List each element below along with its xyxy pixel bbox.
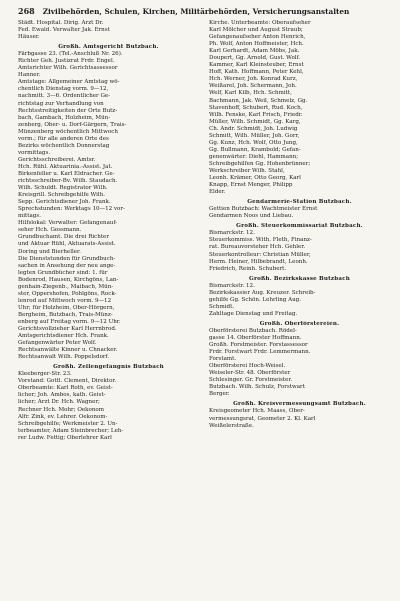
text-line: Amtsrichter Wilh. Gerichtsassessor xyxy=(18,65,118,72)
text-line: Steuerkontrolleur: Christian Müller, xyxy=(209,251,311,258)
text-line: vormittags. xyxy=(18,149,51,156)
text-line: vermessungsrat, Geometer 2. Kl. Karl xyxy=(209,415,316,422)
text-line: gasse 14. Oberförster Hoffmann. xyxy=(209,335,302,342)
text-line: Schmitt, Wilh. Müller, Joh. Gorr, xyxy=(209,132,300,139)
text-line: Amtstage: Allgemeiner Amtstag wö- xyxy=(18,79,120,86)
text-line: Gerichtsvollzieher Karl Herrnbrod. xyxy=(18,326,117,333)
text-line: Berger. xyxy=(209,391,230,398)
text-line: Gettien Butzbach: Wachtmeister Ernst xyxy=(209,206,318,213)
text-line: Kreisgeometer Hch. Maass, Ober- xyxy=(209,408,305,415)
text-line: Bodenrod, Hausen, Kirchgöns, Lan- xyxy=(18,276,119,283)
text-line: Weißarel, Joh. Schermann, Joh. xyxy=(209,83,297,90)
text-line: Kirche. Unterbeamte: Oberaufseher xyxy=(209,20,311,26)
text-line: licher; Arzt Dr. Hch. Wagner; xyxy=(18,399,100,406)
text-line: Oberförsterei Hoch-Weisel. xyxy=(209,363,286,370)
text-line: Butzbach. Wilh. Schulz, Forstwart xyxy=(209,384,305,391)
text-line: Hilfslokal: Verwalter: Gefangenauf- xyxy=(18,220,118,227)
text-line: Ph. Wolf, Anton Hoffmeister, Hch. xyxy=(209,41,304,48)
text-line: Wilh. Schuldt. Registrator Wilh. xyxy=(18,185,108,192)
text-line: Amtsgerichtsdiener Hch. Frank. xyxy=(18,333,109,340)
text-line: Bismarckstr. 12. xyxy=(209,230,255,237)
section-heading: Großh. Kreisvermessungsamt Butzbach. xyxy=(233,401,366,408)
text-line: Alfr. Zink, ev. Lehrer. Oekonom- xyxy=(18,413,108,420)
text-line: terbeamter, Adam Steinbrecher; Leh- xyxy=(18,427,124,434)
text-line: ster, Oppershofen, Pohlgöns, Rock- xyxy=(18,290,117,297)
text-line: rat. Bureauvorsteher Hch. Gehler. xyxy=(209,244,306,251)
text-line: Rechtsstreitigkeiten der Orte Butz- xyxy=(18,107,118,114)
text-line: Doupert, Gg. Arnold, Gust. Wolf. xyxy=(209,55,301,62)
text-line: Hanner. xyxy=(18,72,41,79)
text-line: Stavenhoff, Schubert, Rud. Koch, xyxy=(209,104,303,111)
text-line: seher Hch. Gossmann. xyxy=(18,227,82,234)
text-line: mittags. xyxy=(18,213,41,220)
text-line: Weiseler-Str. 48. Oberförster xyxy=(209,370,291,377)
text-line: Die Dienststunden für Grundbuch- xyxy=(18,255,116,262)
text-line: Kleeberger-Str. 23. xyxy=(18,371,72,378)
text-line: Oberförsterei Butzbach. Rödel- xyxy=(209,327,297,334)
text-line: Gefangenaufseher Anton Henrich, xyxy=(209,34,306,41)
page-number: 268 xyxy=(18,6,35,16)
text-line: Forstamt. xyxy=(209,356,237,363)
text-line: Richter Geh. Justizrat Frdr. Engel. xyxy=(18,58,115,65)
text-line: Weißelerstraße. xyxy=(209,422,254,429)
text-line: Sepp. Gerichtsdiener Joh. Frank. xyxy=(18,199,111,206)
text-line: Steuerkommiss. With. Fleth, Finanz- xyxy=(209,237,312,244)
text-line: Gefangenwärter Peter Wolf. xyxy=(18,340,97,347)
text-line: richtstag zur Verhandlung von xyxy=(18,100,104,107)
running-head-title: Zivilbehörden, Schulen, Kirchen, Militärbehörden, Versicherungsanstalten xyxy=(42,7,350,16)
text-line: Großh. Forstmeister. Forstassessor xyxy=(209,342,308,349)
text-line: Elder. xyxy=(209,189,226,196)
text-line: Münzenberg wöchentlich Mittwoch xyxy=(18,128,118,135)
section-heading: Großh. Oberförstereien. xyxy=(259,320,340,327)
section-heading: Großh. Steuerkommissariat Butzbach. xyxy=(236,223,363,230)
right-column xyxy=(209,20,390,442)
text-line: Ch. Andr. Schmidt, Joh. Ludwig xyxy=(209,125,298,132)
text-line: Gerichtsschreiberei. Amtsr. xyxy=(18,156,96,163)
section-heading: Großh. Zellengefängnis Butzbach xyxy=(53,364,164,371)
section-heading: Großh. Bezirkskasse Butzbach xyxy=(249,275,350,282)
section-heading: Gendarmerie-Station Butzbach. xyxy=(247,199,352,206)
text-line: bach, Gambach, Holzheim, Mün- xyxy=(18,114,111,121)
text-line: Bergheim, Butzbach, Trais-Münz- xyxy=(18,311,113,318)
text-columns xyxy=(18,20,390,442)
text-line: chentlich Dienstag vorm. 9—12, xyxy=(18,86,109,93)
text-line: Müller, Wilh. Schmidt, Gg. Karg, xyxy=(209,118,301,125)
text-line: Bezirkskassier Aug. Kreuzer. Schreib- xyxy=(209,289,316,296)
text-line: Kreisgrill. Schreibgehilfe Wilh. xyxy=(18,192,106,199)
text-line: Friedrich, Reinh. Schubert. xyxy=(209,265,287,272)
text-line: Gg. Kunz, Hch. Wolf, Otto Jung, xyxy=(209,139,298,146)
left-column xyxy=(18,20,199,442)
text-line: Rechtsanwalt Wilh. Poppelsdorf. xyxy=(18,354,110,361)
text-line: genhain-Ziegenb., Maibach, Mün- xyxy=(18,283,114,290)
text-line: Rechtsanwälte Kinner u. Chnacker. xyxy=(18,347,118,354)
text-line: Hch. Rühl. Aktuarinia.-Assist. Jat. xyxy=(18,163,113,170)
text-line: Karl Mölcher und August Straub; xyxy=(209,27,303,34)
text-line: Bachmann, Jak. Weil, Schmelz, Gg. xyxy=(209,97,308,104)
text-line: enberg auf Freitag vorm. 9—12 Uhr. xyxy=(18,318,121,325)
text-line: licher; Joh. Ambos, kath. Geist- xyxy=(18,392,106,399)
text-line: Oberbeamte: Karl Roth, ev. Geist- xyxy=(18,385,113,392)
text-line: Schlesinger. Gr. Forstmeister. xyxy=(209,377,293,384)
text-line: Städt. Hospital. Dirig. Arzt Dr. xyxy=(18,20,104,26)
text-line: vorm.; für alle anderen Orte des xyxy=(18,135,109,142)
text-line: Schmidt. xyxy=(209,303,235,310)
text-line: Hoff, Kath. Hoffmann, Peter Kehl, xyxy=(209,69,304,76)
text-line: und Aktuar Rühl, Aktuarats-Assist. xyxy=(18,241,116,248)
text-line: Sprechstunden: Werktags 10—12 vor- xyxy=(18,206,125,213)
text-line: Häuser. xyxy=(18,34,40,41)
text-line: Färbgasse 23. (Tel.-Anschluß Nr. 26). xyxy=(18,51,123,58)
text-line: Werkschreiber Wilh. Stahl, xyxy=(209,167,285,174)
text-line: Fed. Ewald. Verwalter Jak. Ernst xyxy=(18,27,110,34)
section-heading: Großh. Amtsgericht Butzbach. xyxy=(58,44,159,51)
text-line: nachmitt. 3—6. Ordentlicher Ge- xyxy=(18,93,111,100)
text-line: rer Ludw. Fettig; Oberlehrer Karl xyxy=(18,434,112,441)
text-line: Karl Gerhardt, Adam Möbs, Jak. xyxy=(209,48,300,55)
running-head xyxy=(18,6,390,18)
text-line: Bezirks wöchentlich Donnerstag xyxy=(18,142,110,149)
text-line: Frdr. Forstwart Frdr. Lemmermann. xyxy=(209,349,311,356)
text-line: richtsschreiber-Bv. Wilh. Staudach. xyxy=(18,178,118,185)
text-line: Grundbuchamt. Die drei Richter xyxy=(18,234,109,241)
text-line: sachen in Ansehung der neu ange- xyxy=(18,262,116,269)
text-line: Bismarckstr. 12. xyxy=(209,282,255,289)
text-line: Welf, Karl Kilb, Hch. Schmitt, xyxy=(209,90,292,97)
text-line: zenberg, Ober- u. Dorf-Gärgern, Trais- xyxy=(18,121,127,128)
text-line: legten Grundbücher sind: 1. für xyxy=(18,269,108,276)
text-line: Schreibgehilfen Gg. Hohenbrünner; xyxy=(209,160,311,167)
text-line: gehilfe Gg. Schön. Lehrling Aug. xyxy=(209,296,301,303)
text-line: Herm. Heiner, Hilbebrandt, Leonh. xyxy=(209,258,308,265)
text-line: Uhr; für Holzheim, Ober-Hörgern, xyxy=(18,304,115,311)
text-line: Rechner Hch. Mohr; Oekonom xyxy=(18,406,105,413)
text-line: Wilh. Fenske, Karl Frisch, Friedr. xyxy=(209,111,303,118)
text-line: genenwärter: Diehl, Hammann; xyxy=(209,153,299,160)
text-line: Kammer, Karl Kleinsteuber, Ernst xyxy=(209,62,304,69)
text-line: Leonh. Krämer, Otto Georg, Karl xyxy=(209,175,301,182)
text-line: Gendarmen Noos und Liebau. xyxy=(209,213,294,220)
text-line: Doring und Bierheller. xyxy=(18,248,81,255)
text-line: Gg. Bullmann, Krambold; Gefan- xyxy=(209,146,301,153)
text-line: Vorstand: Gottl. Clement, Direktor. xyxy=(18,378,117,385)
text-line: Hch. Werner, Joh. Konrad Kurz, xyxy=(209,76,298,83)
text-line: Schreibgehilfe; Werkmeister 2. Un- xyxy=(18,420,118,427)
text-line: Birkenfeller u. Karl Eldracher. Ge- xyxy=(18,170,115,177)
text-line: lenrod auf Mittwoch vorm. 9—12 xyxy=(18,297,112,304)
text-line: Zahltage Dienstag und Freitag. xyxy=(209,310,298,317)
text-line: Knapp, Ernst Menger, Philipp xyxy=(209,182,293,189)
